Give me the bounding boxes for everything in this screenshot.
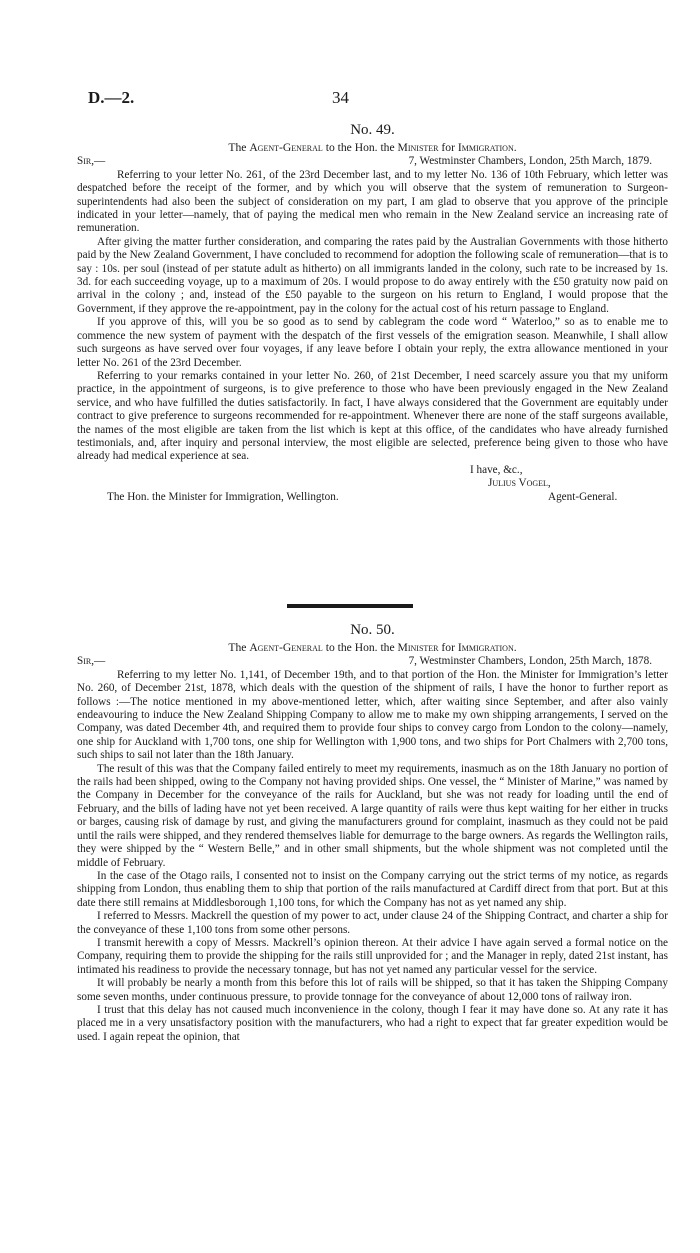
heading-word: The bbox=[228, 141, 247, 155]
document-reference: D.—2. bbox=[88, 88, 135, 107]
letter-49 bbox=[77, 124, 668, 504]
signature-block bbox=[77, 464, 668, 504]
letter-50 bbox=[77, 624, 668, 1044]
letter-number: No. 49. bbox=[350, 122, 395, 138]
heading-word: The bbox=[228, 641, 247, 655]
heading-recipient: Minister bbox=[397, 641, 439, 655]
body-paragraph: If you approve of this, will you be so good as to send by cablegram the code word “ Waterloo,” so as to enable me to commence the new system of payment with the despatch of the first vessels of the emigration season. Meanwhile, I shall allow such surgeons as have served over four voyages, if any leave before I obtain your reply, the extra allowance mentioned in your letter No. 261 of the 23rd December. bbox=[77, 316, 668, 369]
signature: Julius Vogel, bbox=[488, 476, 551, 489]
body-paragraph: Referring to your letter No. 261, of the 23rd December last, and to my letter No. 136 of 10th February, which letter was despatched before the receipt of the former, and by which you will observe that the system of remuneration to Surgeon-superintendents had also been the subject of consideration on my part, I am glad to observe that you approve of the principle indicated in your letter—namely, that of paying the medical men who remain in the New Zealand service an increasing rate of remuneration. bbox=[77, 168, 668, 235]
heading-sender: Agent-General bbox=[249, 641, 323, 655]
salutation-line bbox=[77, 655, 668, 669]
closing: I have, &c., bbox=[470, 463, 523, 476]
salutation: Sir,— bbox=[77, 654, 106, 667]
body-paragraph: The result of this was that the Company failed entirely to meet my requirements, inasmuch as on the 18th January no portion of the rails had been shipped, owing to the Company not having provided ships. One vessel, the “ Minister of Marine,” was named by the Company in December for the conveyance of the rails for Auckland, but she was not ready for loading until the end of February, and the bills of lading have not yet been received. A large quantity of rails were thus kept waiting for her either in trucks or barges, causing risk of damage by rust, and giving the manufacturers ground for complaint, inasmuch as they could not be paid until the rails were shipped, and they rendered themselves liable for demurrage to the barge owners. As regards the Wellington rails, they were shipped by the “ Western Belle,” and in other small shipments, but the whole shipment was not completed until the middle of February. bbox=[77, 762, 668, 869]
page-header bbox=[88, 88, 660, 110]
heading-sender: Agent-General bbox=[249, 141, 323, 155]
body-paragraph: I referred to Messrs. Mackrell the question of my power to act, under clause 24 of the Shipping Contract, and charter a ship for the conveyance of these 1,100 tons from some other persons. bbox=[77, 910, 668, 936]
letter-heading bbox=[77, 641, 668, 654]
section-divider bbox=[287, 604, 413, 608]
body-paragraph: In the case of the Otago rails, I consented not to insist on the Company carrying out the strict terms of my notice, as regards shipping from London, thus enabling them to ship that portion of the rails manufactured at Cardiff direct from that port. But at this date there still remains at Middlesborough 1,100 tons, for which the Company has not as yet named any ship. bbox=[77, 869, 668, 909]
body-paragraph: It will probably be nearly a month from this before this lot of rails will be shipped, so that it has taken the Shipping Company some seven months, under continuous pressure, to provide tonnage for the conveyance of about 12,000 tons of railway iron. bbox=[77, 977, 668, 1003]
body-paragraph: After giving the matter further consideration, and comparing the rates paid by the Australian Governments with those hitherto paid by the New Zealand Government, I have concluded to recommend for adoption the following scale of remuneration—that is to say : 10s. per soul (instead of per statute adult as hitherto) on all immigrants landed in the colony, such rate to be increased by 1s. 3d. for each succeeding voyage, up to a maximum of 20s. I would propose to do away entirely with the £50 gratuity now paid on arrival in the colony ; and, instead of the £50 payable to the surgeon on his return to England, I would propose that the Government, if they approve the re-appointment, pay in the colony for the actual cost of his return passage to England. bbox=[77, 235, 668, 315]
signatory-role: Agent-General. bbox=[548, 490, 618, 503]
letter-number: No. 50. bbox=[350, 622, 395, 638]
body-paragraph: Referring to your remarks contained in your letter No. 260, of 21st December, I need scarcely assure you that my uniform practice, in the appointment of surgeons, is to give preference to those who have been previously engaged in the New Zealand service, and who have fulfilled the duties satisfactorily. In fact, I have always considered that the Government are equitably under contract to give preference to surgeons recommended for re-appointment. Whenever there are none of the staff surgeons available, the names of the most eligible are taken from the list which is kept at this office, of the candidates who have already furnished testimonials, and, after inquiry and personal interview, the most eligible are selected, preference being given to those who have already had medical experience at sea. bbox=[77, 369, 668, 463]
sender-address: 7, Westminster Chambers, London, 25th March, 1879. bbox=[408, 154, 652, 167]
body-paragraph: I transmit herewith a copy of Messrs. Mackrell’s opinion thereon. At their advice I have again served a formal notice on the Company, requiring them to provide the shipping for the rails still unprovided for ; and the Manager in reply, dated 21st instant, has intimated his readiness to provide the necessary tonnage, but has not yet named any particular vessel for the service. bbox=[77, 936, 668, 976]
salutation-line bbox=[77, 155, 668, 169]
heading-department: Immigration. bbox=[457, 641, 517, 655]
letter-heading bbox=[77, 141, 668, 154]
body-paragraph: I trust that this delay has not caused much inconvenience in the colony, though I fear it may have done so. At any rate it has placed me in a very unsatisfactory position with the manufacturers, who had a right to expect that far greater expedition would be used. I again repeat the opinion, that bbox=[77, 1003, 668, 1043]
sender-address: 7, Westminster Chambers, London, 25th March, 1878. bbox=[408, 654, 652, 667]
heading-word: to the Hon. the bbox=[325, 141, 395, 155]
body-paragraph: Referring to my letter No. 1,141, of December 19th, and to that portion of the Hon. the Minister for Immigration’s letter No. 260, of December 21st, 1878, which deals with the question of the shipment of rails, I have the honor to further report as follows :—The notice mentioned in my above-mentioned letter, which, after waiting since September, and after also vainly endeavouring to induce the New Zealand Shipping Company to allow me to make my own shipping arrangements, I served on the Company, was dated December 4th, and required them to provide four ships to convey cargo from London to the colony—namely, one ship for Auckland with 1,700 tons, one ship for Wellington with 1,900 tons, and two ships for Port Chalmers with 2,700 tons, such ships to sail not later than the 18th January. bbox=[77, 668, 668, 762]
heading-word: for bbox=[441, 141, 455, 155]
page-number: 34 bbox=[332, 88, 349, 107]
heading-word: to the Hon. the bbox=[325, 641, 395, 655]
heading-recipient: Minister bbox=[397, 141, 439, 155]
salutation: Sir,— bbox=[77, 154, 106, 167]
heading-word: for bbox=[441, 641, 455, 655]
addressee: The Hon. the Minister for Immigration, Wellington. bbox=[107, 490, 339, 503]
heading-department: Immigration. bbox=[457, 141, 517, 155]
